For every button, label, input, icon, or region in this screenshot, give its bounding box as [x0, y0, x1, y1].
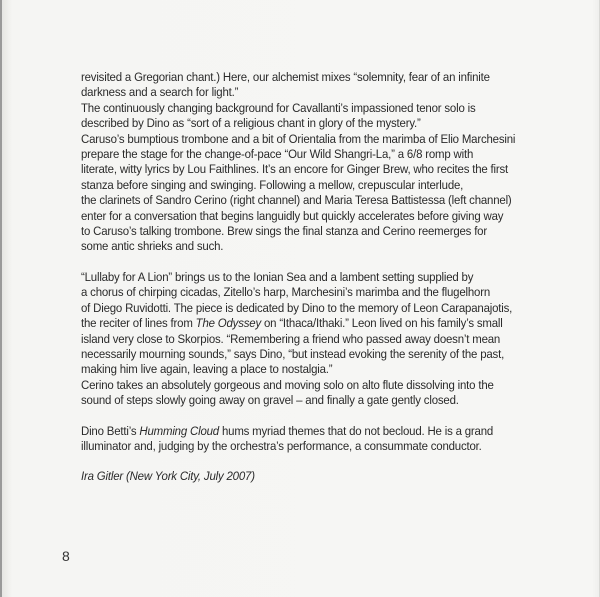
text-line: described by Dino as “sort of a religious chant in glory of the mystery.”	[81, 116, 421, 131]
text-line: the clarinets of Sandro Cerino (right channel) and Maria Teresa Battistessa (left channel)	[81, 193, 512, 208]
text-line: sound of steps slowly going away on gravel – and finally a gate gently closed.	[81, 393, 459, 408]
paragraph-gap	[81, 255, 490, 270]
text-segment: Dino Betti’s	[81, 423, 140, 438]
text-segment: the reciter of lines from	[81, 316, 196, 331]
album-title: Humming Cloud	[139, 423, 219, 438]
text-line: prepare the stage for the change-of-pace “Our Wild Shangri-La,” a 6/8 romp with	[81, 147, 474, 162]
text-line: necessarily mourning sounds,” says Dino, “but instead evoking the serenity of the past,	[81, 346, 505, 361]
text-segment: on “Ithaca/Ithaki.” Leon lived on his family’s small	[260, 316, 503, 331]
paragraph-3	[81, 423, 494, 455]
text-line	[81, 423, 494, 439]
text-line	[81, 316, 503, 331]
text-line: illuminator and, judging by the orchestra’s performance, a consummate conductor.	[81, 438, 482, 453]
text-line: “Lullaby for A Lion” brings us to the Ionian Sea and a lambent setting supplied by	[81, 269, 474, 284]
text-line: Caruso’s bumptious trombone and a bit of Orientalia from the marimba of Elio Marchesini	[81, 131, 516, 146]
text-line: island very close to Skorpios. “Remembering a friend who passed away doesn’t mean	[81, 331, 501, 346]
paragraph-gap	[81, 409, 490, 424]
text-line: a chorus of chirping cicadas, Zitello’s harp, Marchesini’s marimba and the flugelhorn	[81, 285, 491, 300]
body-text	[81, 70, 516, 485]
author-signature: Ira Gitler (New York City, July 2007)	[81, 469, 255, 484]
text-line: some antic shrieks and such.	[81, 239, 224, 254]
text-line: revisited a Gregorian chant.) Here, our alchemist mixes “solemnity, fear of an infinite	[81, 70, 490, 84]
text-line: Cerino takes an absolutely gorgeous and moving solo on alto flute dissolving into the	[81, 377, 494, 392]
text-line: stanza before singing and swinging. Following a mellow, crepuscular interlude,	[81, 177, 464, 192]
text-line: to Caruso’s talking trombone. Brew sings the final stanza and Cerino reemerges for	[81, 224, 487, 239]
paragraph-1	[81, 70, 516, 255]
text-segment: hums myriad themes that do not becloud. He is a grand	[218, 423, 494, 438]
text-line: The continuously changing background for Cavallanti’s impassioned tenor solo is	[81, 100, 476, 115]
text-line: of Diego Ruvidotti. The piece is dedicated by Dino to the memory of Leon Carapanajotis,	[81, 300, 513, 315]
book-title: The Odyssey	[195, 316, 261, 331]
text-line: darkness and a search for light.”	[81, 85, 239, 100]
text-line: making him live again, leaving a place to nostalgia.”	[81, 362, 333, 377]
text-line: literate, witty lyrics by Lou Faithlines. It’s an encore for Ginger Brew, who recites the first	[81, 162, 509, 177]
paragraph-2	[81, 269, 513, 409]
text-line: enter for a conversation that begins languidly but quickly accelerates before giving way	[81, 208, 504, 223]
page-number: 8	[62, 548, 70, 564]
